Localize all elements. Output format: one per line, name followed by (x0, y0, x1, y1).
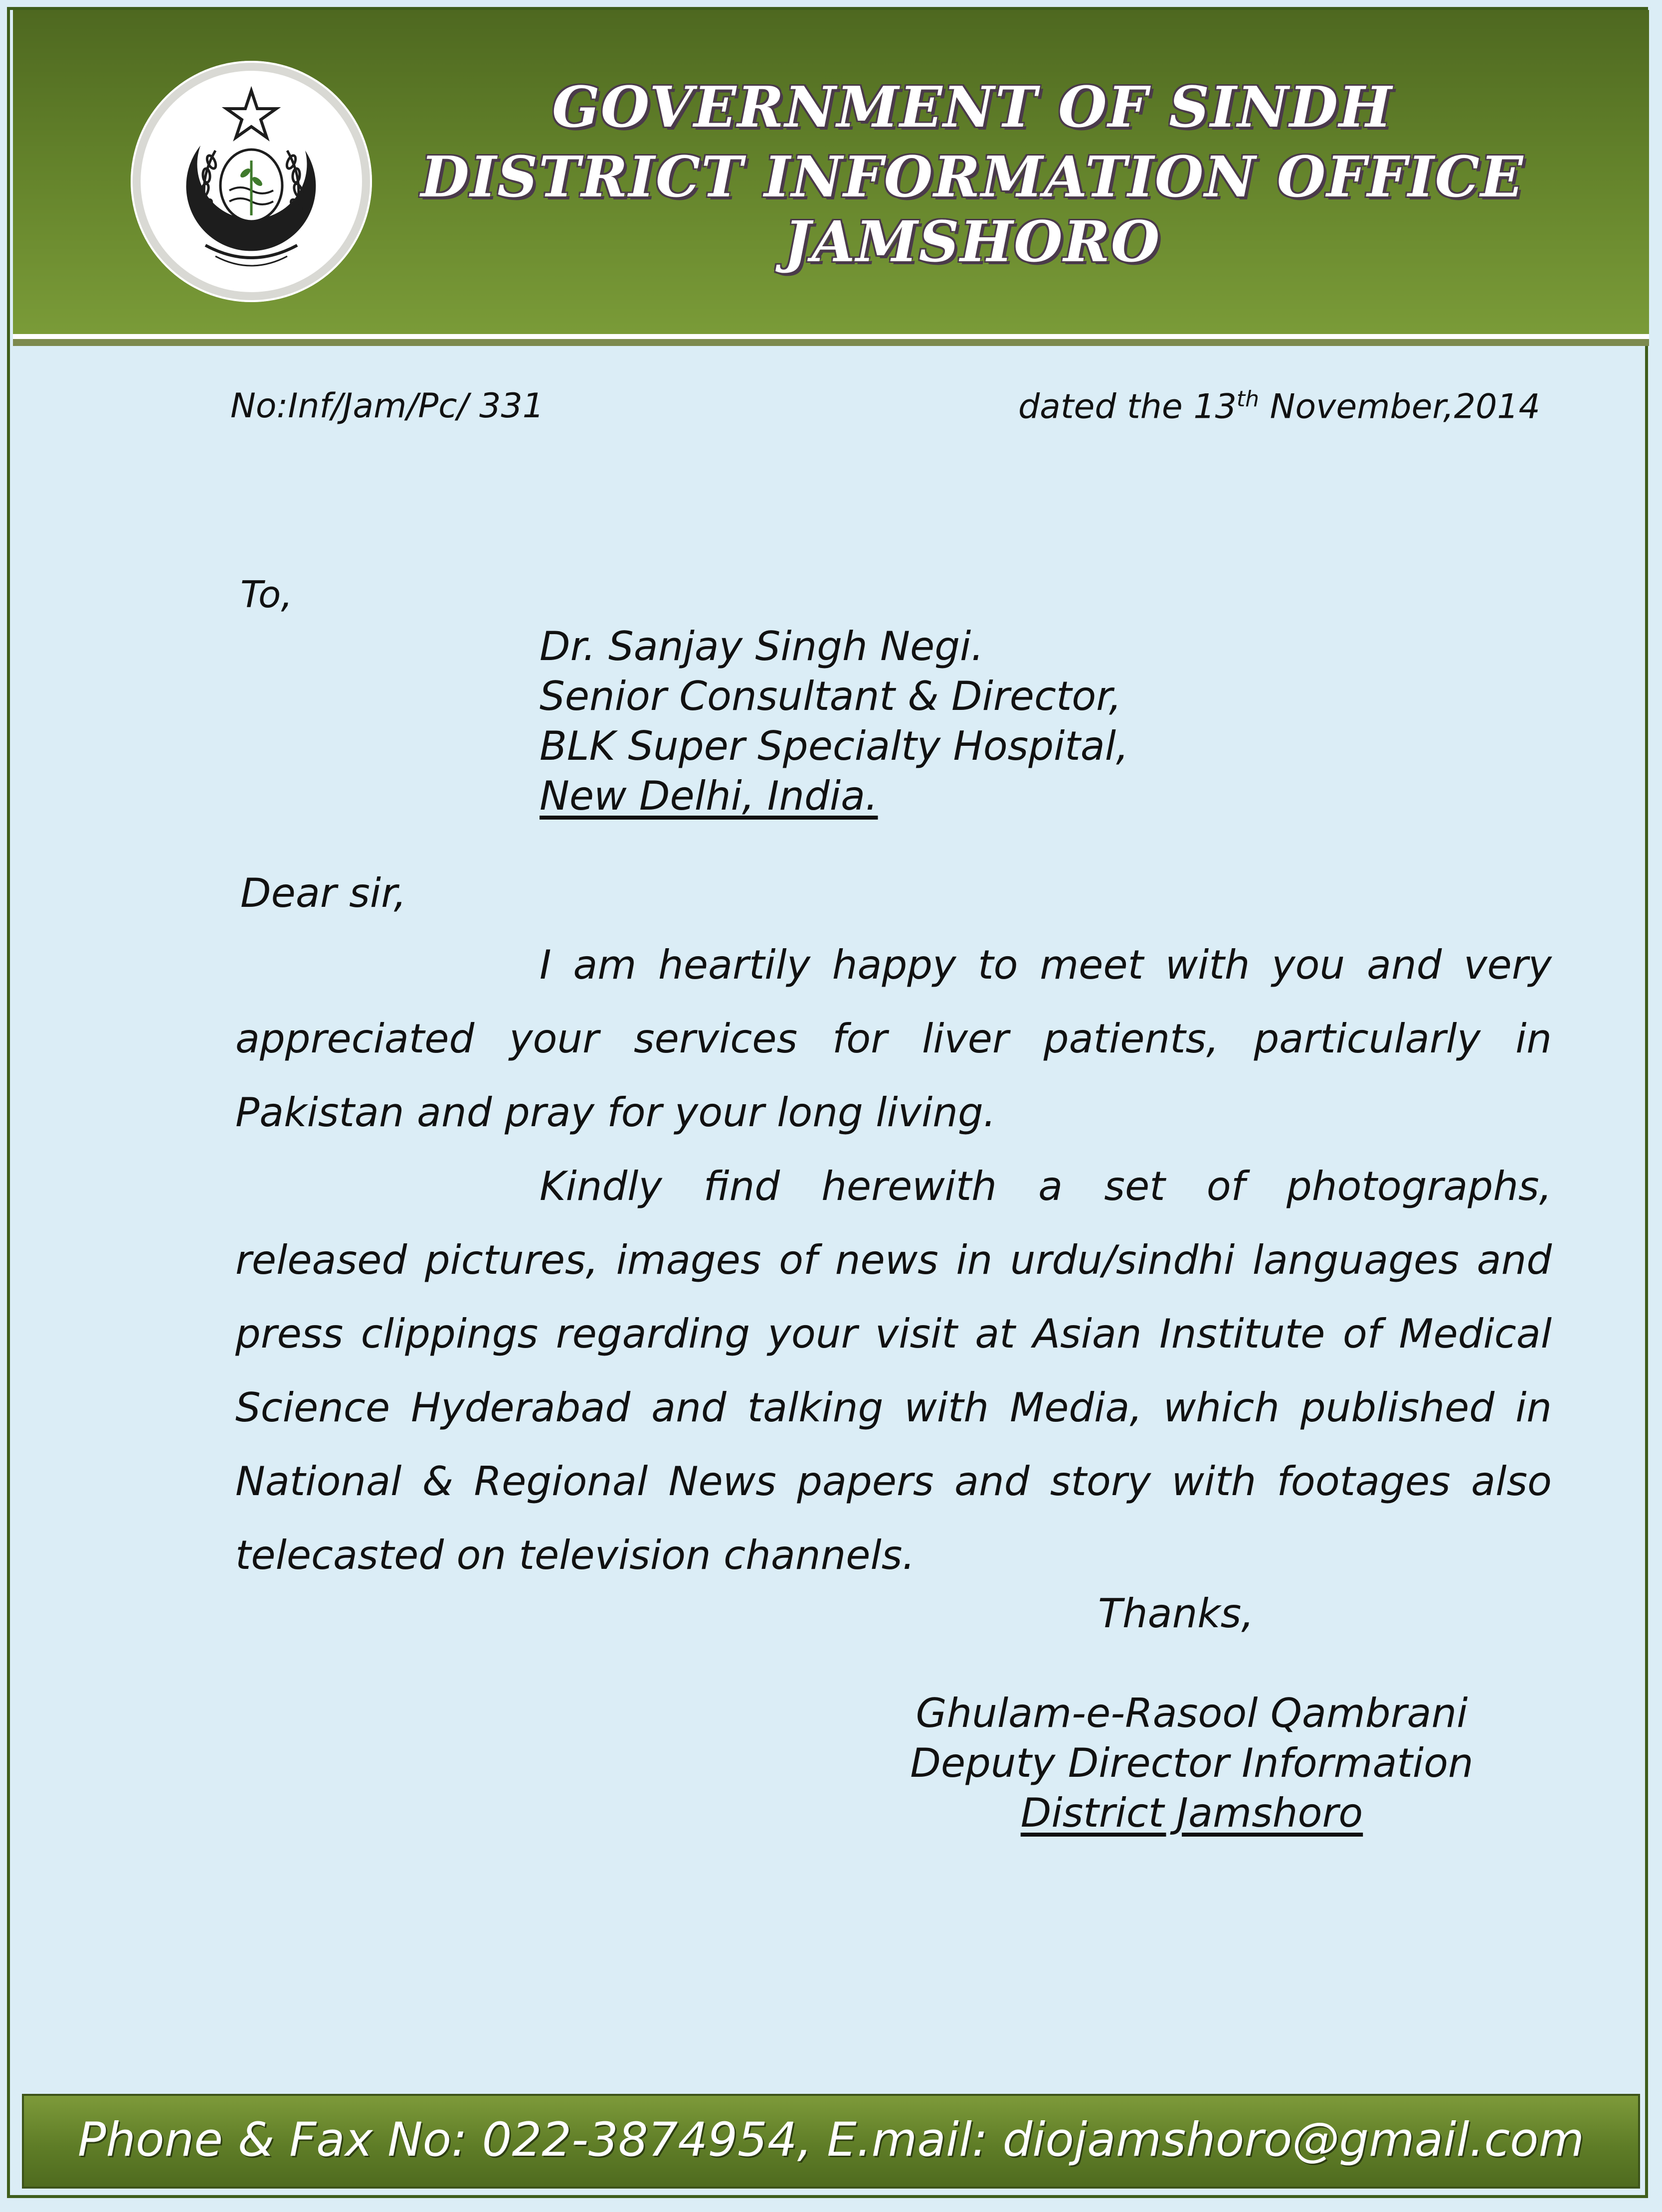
signatory-name: Ghulam-e-Rasool Qambrani (916, 1690, 1468, 1736)
recipient-organization: BLK Super Specialty Hospital, (540, 723, 1129, 769)
recipient-location: New Delhi, India. (540, 773, 878, 819)
date-ordinal: th (1236, 386, 1259, 412)
header-divider (13, 339, 1649, 346)
recipient-name: Dr. Sanjay Singh Negi. (540, 623, 984, 670)
letter-date (1018, 386, 1540, 427)
closing: Thanks, (1098, 1590, 1254, 1637)
recipient-title: Senior Consultant & Director, (540, 673, 1122, 719)
footer-contact: Phone & Fax No: 022-3874954, E.mail: diojamshoro@gmail.com (77, 2113, 1585, 2167)
date-suffix: November,2014 (1259, 387, 1540, 427)
body-paragraph-2: Kindly find herewith a set of photographs, released pictures, images of news in urdu/sindhi languages and press clippings regarding your visit at Asian Institute of Medical Science Hyderabad and talking with Media, which published in National & Regional News papers and story with footages also telecasted on television channels. (235, 1163, 1552, 1578)
reference-number: No:Inf/Jam/Pc/ 331 (230, 386, 544, 426)
addressee-to: To, (240, 573, 293, 616)
header-title-government: GOVERNMENT OF SINDH (552, 75, 1393, 140)
header-title-district: JAMSHORO (784, 209, 1161, 275)
sindh-emblem-icon (141, 71, 362, 292)
salutation: Dear sir, (240, 870, 407, 916)
signatory-district: District Jamshoro (1020, 1790, 1363, 1836)
header-title-office: DISTRICT INFORMATION OFFICE (420, 145, 1524, 210)
signatory-designation: Deputy Director Information (910, 1740, 1474, 1786)
body-paragraph-1: I am heartily happy to meet with you and very appreciated your services for liver patients, particularly in Pakistan and pray for your long living. (235, 942, 1552, 1136)
date-prefix: dated the 13 (1018, 387, 1237, 427)
